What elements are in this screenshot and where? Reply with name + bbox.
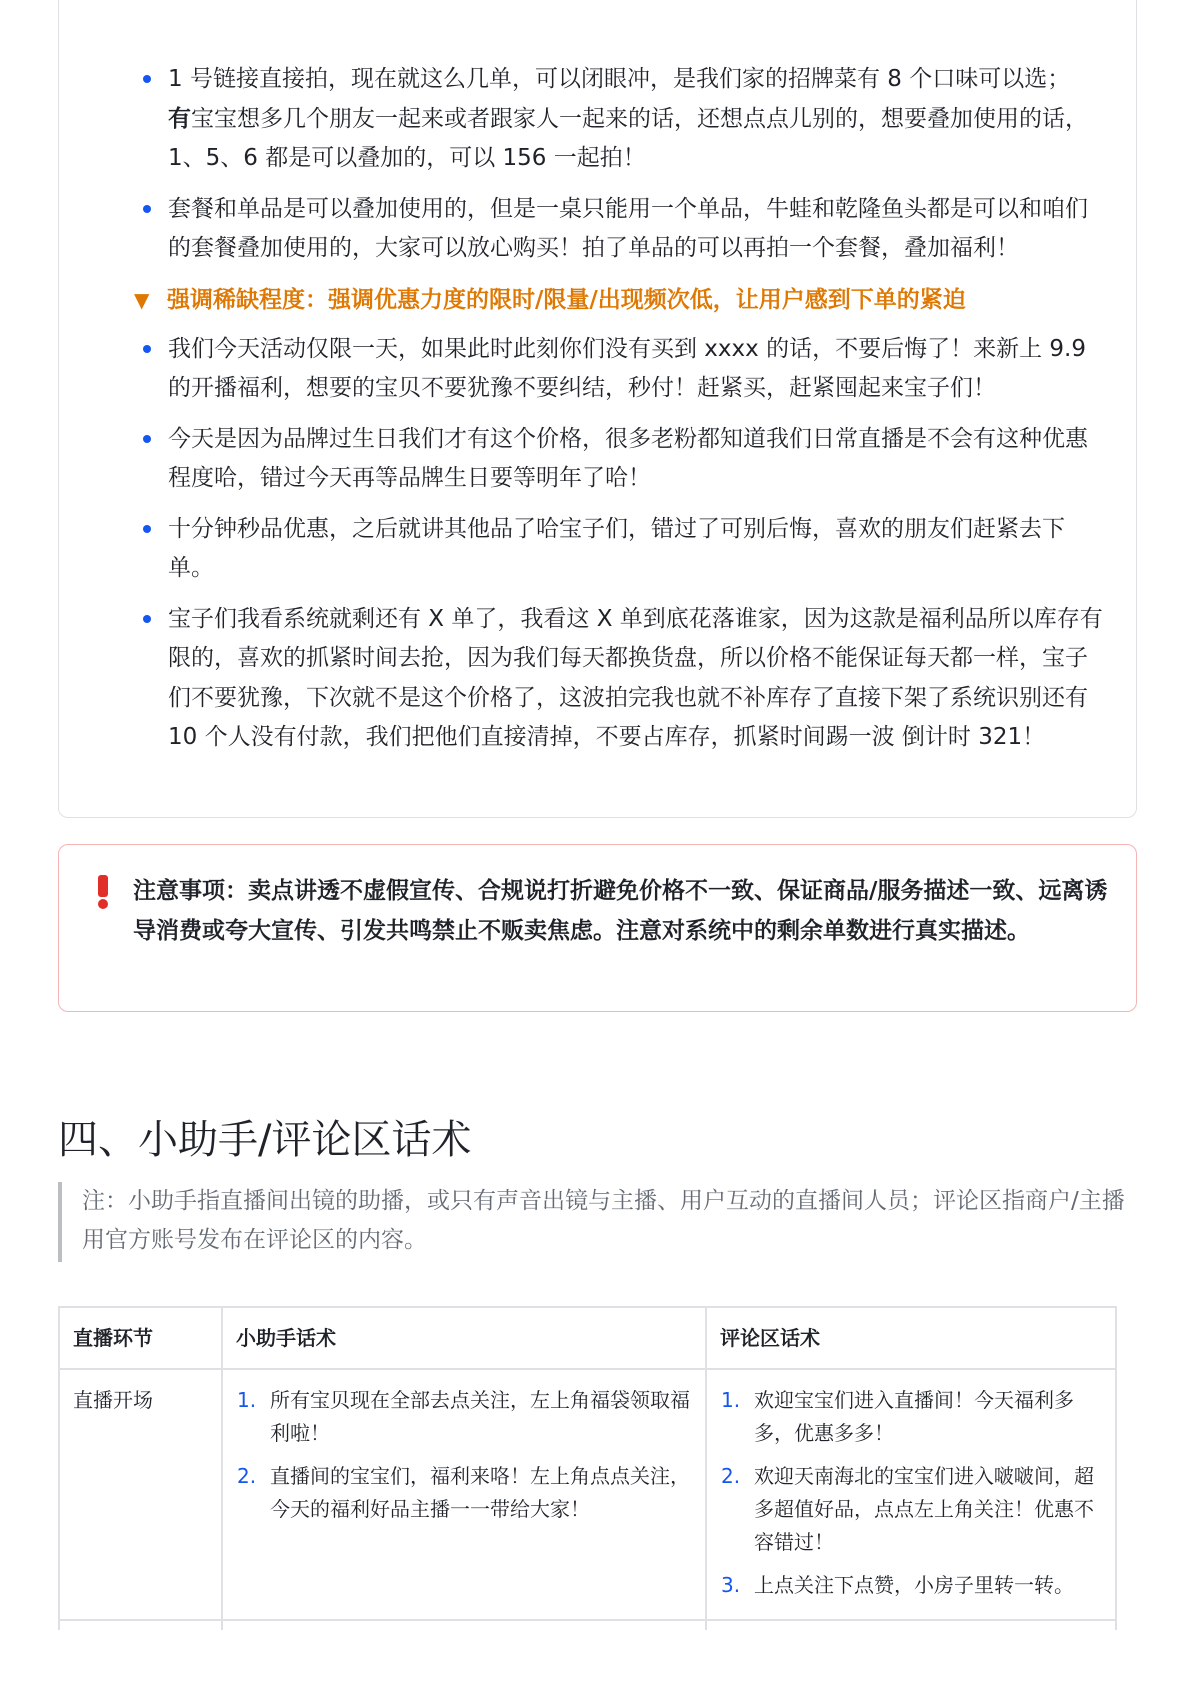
comment-script-list	[720, 1384, 1102, 1602]
exclamation-icon	[89, 871, 117, 911]
col-header-assistant: 小助手话术	[222, 1307, 706, 1369]
list-item: 宝子们我看系统就剩还有 X 单了，我看这 X 单到底花落谁家，因为这款是福利品所以库存有限的，喜欢的抓紧时间去抢，因为我们每天都换货盘，所以价格不能保证每天都一样，宝子们不要犹豫，下次就不是这个价格了，这波拍完我也就不补库存了直接下架了系统识别还有 10 个人没有付款，我们把他们直接清掉，不要占库存，抓紧时间踢一波 倒计时 321！	[59, 600, 1136, 758]
list-item: 十分钟秒品优惠，之后就讲其他品了哈宝子们，错过了可别后悔，喜欢的朋友们赶紧去下单。	[59, 510, 1136, 589]
list-item: 1. 欢迎宝宝们进入直播间！今天福利多多，优惠多多！	[721, 1388, 1074, 1445]
table-row	[59, 1369, 1116, 1620]
script-card	[58, 0, 1137, 818]
bullet-list	[59, 60, 1136, 769]
bullet-dot-icon	[143, 75, 151, 83]
stage-cell: 直播开场	[59, 1369, 222, 1620]
col-header-stage: 直播环节	[59, 1307, 222, 1369]
section-title: 四、小助手/评论区话术	[58, 1117, 472, 1163]
list-item: 我们今天活动仅限一天，如果此时此刻你们没有买到 xxxx 的话，不要后悔了！来新上 9.9 的开播福利，想要的宝贝不要犹豫不要纠结，秒付！赶紧买，赶紧囤起来宝子们！	[59, 330, 1136, 409]
bullet-dot-icon	[143, 435, 151, 443]
assistant-cell	[222, 1369, 706, 1620]
bullet-dot-icon	[143, 345, 151, 353]
scarcity-toggle-heading[interactable]: ▼ 强调稀缺程度：强调优惠力度的限时/限量/出现频次低，让用户感到下单的紧迫	[59, 280, 1136, 320]
comments-cell	[706, 1369, 1116, 1620]
bullet-dot-icon	[143, 525, 151, 533]
list-item: 3. 上点关注下点赞，小房子里转一转。	[721, 1573, 1074, 1597]
col-header-comments: 评论区话术	[706, 1307, 1116, 1369]
bullet-dot-icon	[143, 205, 151, 213]
table-header-row	[59, 1307, 1116, 1369]
list-item: 2. 直播间的宝宝们，福利来咯！左上角点点关注，今天的福利好品主播一一带给大家！	[237, 1464, 690, 1521]
list-item: 2. 欢迎天南海北的宝宝们进入啵啵间，超多超值好品，点点左上角关注！优惠不容错过！	[721, 1464, 1094, 1554]
page-bottom-edge	[0, 1630, 1189, 1681]
list-item: 1. 所有宝贝现在全部去点关注，左上角福袋领取福利啦！	[237, 1388, 690, 1445]
callout-text: 注意事项：卖点讲透不虚假宣传、合规说打折避免价格不一致、保证商品/服务描述一致、远离诱导消费或夸大宣传、引发共鸣禁止不贩卖焦虑。注意对系统中的剩余单数进行真实描述。	[133, 878, 1108, 944]
section-note: 注：小助手指直播间出镜的助播，或只有声音出镜与主播、用户互动的直播间人员；评论区指商户/主播用官方账号发布在评论区的内容。	[58, 1182, 1137, 1262]
assistant-script-list	[236, 1384, 692, 1526]
list-item: 套餐和单品是可以叠加使用的，但是一桌只能用一个单品，牛蛙和乾隆鱼头都是可以和咱们的套餐叠加使用的，大家可以放心购买！拍了单品的可以再拍一个套餐，叠加福利！	[59, 190, 1136, 269]
warning-callout	[58, 844, 1137, 1012]
list-item: 1 号链接直接拍，现在就这么几单，可以闭眼冲，是我们家的招牌菜有 8 个口味可以选； 有宝宝想多几个朋友一起来或者跟家人一起来的话，还想点点儿别的，想要叠加使用的话，1、5、6 都是可以叠加的，可以 156 一起拍！	[59, 60, 1136, 179]
triangle-down-icon[interactable]: ▼	[134, 287, 150, 312]
bullet-dot-icon	[143, 615, 151, 623]
list-item: 今天是因为品牌过生日我们才有这个价格，很多老粉都知道我们日常直播是不会有这种优惠程度哈，错过今天再等品牌生日要等明年了哈！	[59, 420, 1136, 499]
script-table	[58, 1306, 1117, 1677]
